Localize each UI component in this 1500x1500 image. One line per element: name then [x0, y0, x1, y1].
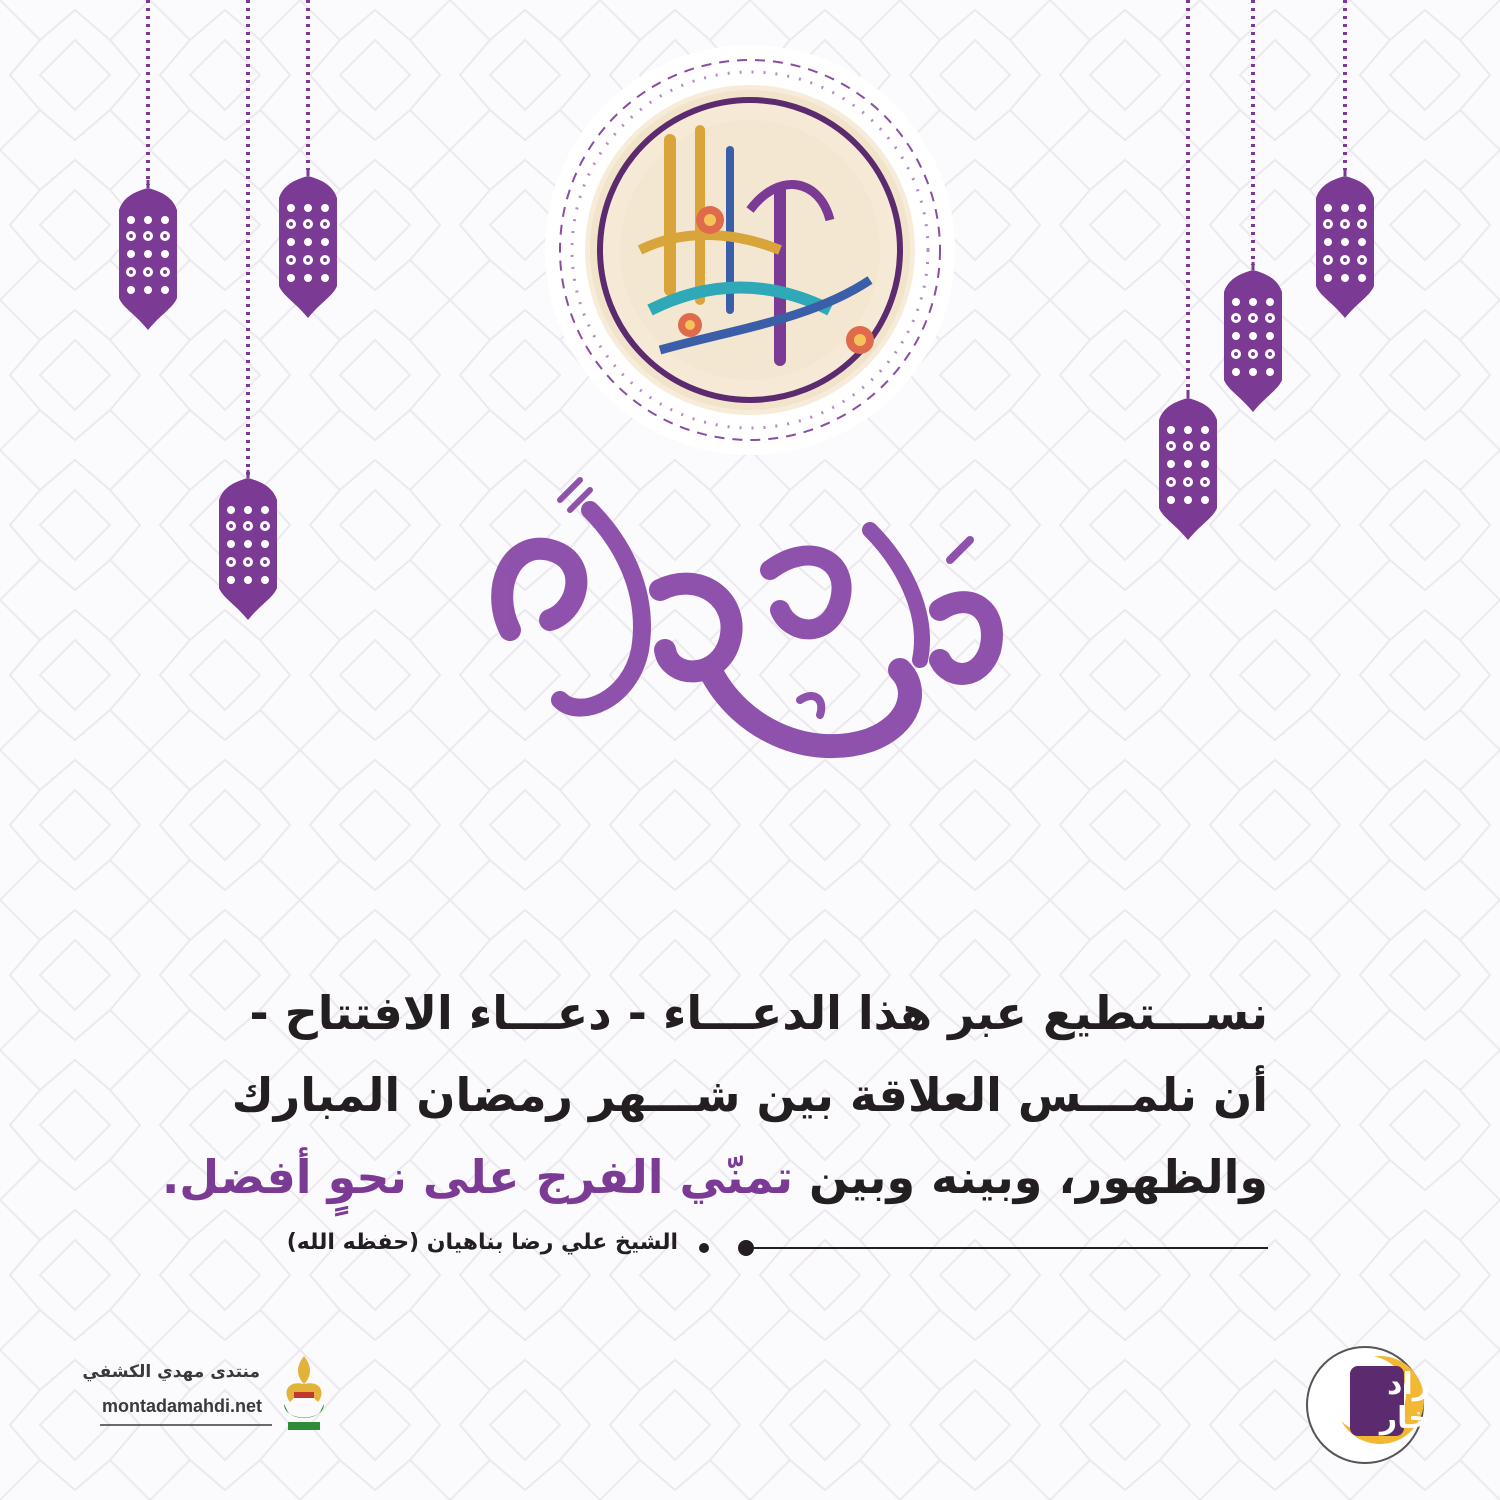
lantern-decoration: [1310, 0, 1380, 318]
attribution-divider: [698, 1228, 1268, 1268]
lantern-decoration: [113, 0, 183, 330]
scout-emblem-icon: [274, 1352, 334, 1436]
logo-arabic-name: منتدى مهدي الكشفي: [82, 1362, 260, 1382]
logo-url: montadamahdi.net: [102, 1396, 263, 1416]
quote-highlight: تمنّي الفرج على نحوٍ أفضل.: [161, 1150, 793, 1204]
quote-line-1: نســـتطيع عبر هذا الدعـــاء - دعـــاء الافتتاح -: [249, 986, 1268, 1040]
attribution-text: الشيخ علي رضا بناهيان (حفظه الله): [286, 1230, 678, 1255]
lantern-decoration: [1153, 0, 1223, 540]
zad-logo-text: زاد خار: [1379, 1367, 1430, 1436]
lantern-decoration: [273, 0, 343, 318]
attribution-row: [238, 1228, 1268, 1268]
quote-line-3-text: والظهور، وبينه وبين: [792, 1150, 1268, 1204]
quote-line-2: أن نلمـــس العلاقة بين شـــهر رمضان المبارك: [231, 1068, 1268, 1122]
lantern-decoration: [213, 0, 283, 620]
montada-mahdi-logo: [82, 1352, 340, 1442]
quote-line-3: [161, 1136, 1268, 1218]
zad-logo: [1300, 1340, 1430, 1470]
lantern-decoration: [1218, 0, 1288, 412]
calligraphy-medallion: [530, 40, 970, 460]
logo-underline: [100, 1422, 272, 1428]
quote-block: [161, 972, 1268, 1218]
title-calligraphy: [470, 470, 1030, 800]
